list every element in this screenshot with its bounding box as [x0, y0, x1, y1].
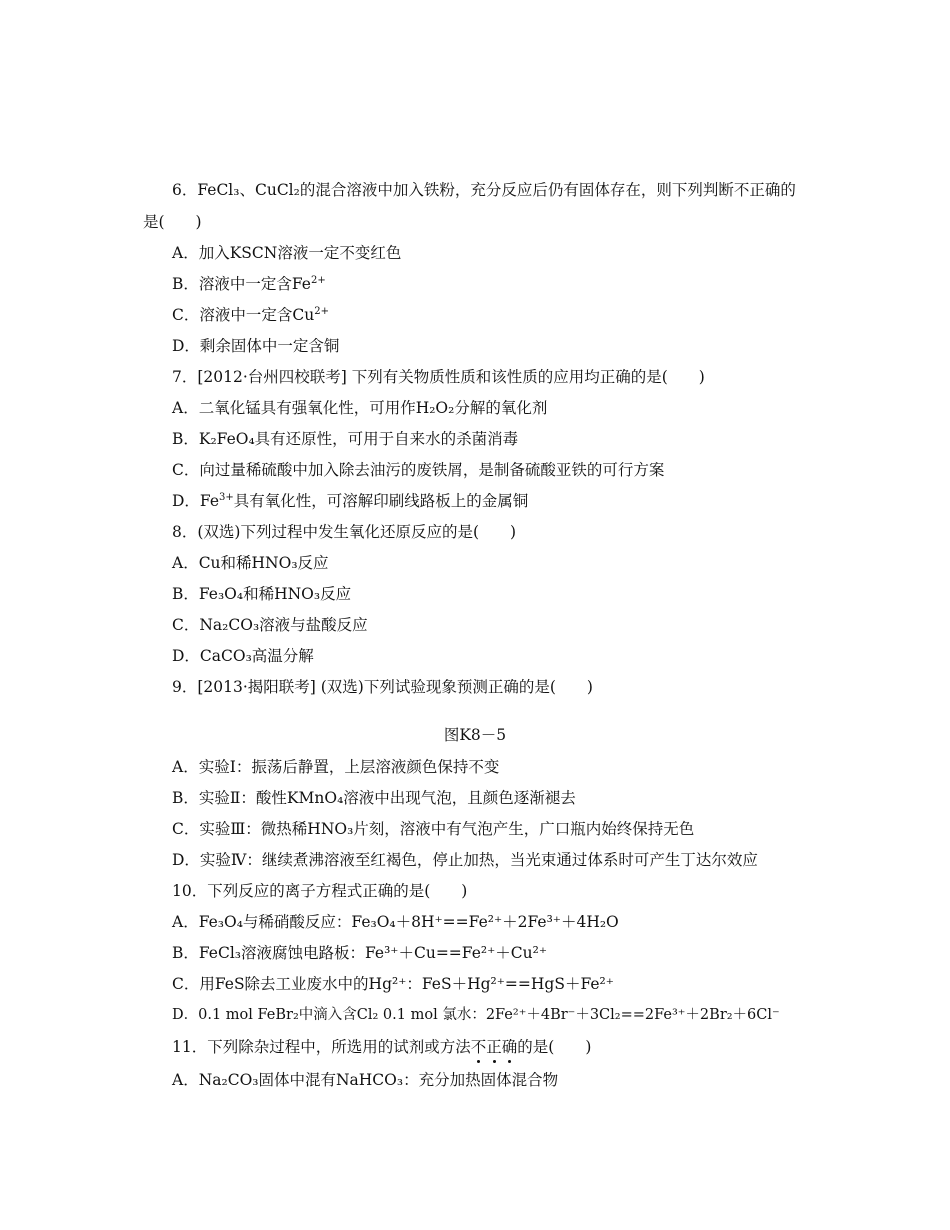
q9-option-c: C．实验Ⅲ：微热稀HNO₃片刻，溶液中有气泡产生，广口瓶内始终保持无色 [172, 820, 695, 838]
q6-option-c-text: C．溶液中一定含Cu [172, 306, 315, 324]
q6-option-d: D．剩余固体中一定含铜 [172, 337, 340, 355]
q10-stem: 10．下列反应的离子方程式正确的是( ) [172, 882, 468, 900]
q10-option-d: D．0.1 mol FeBr₂中滴入含Cl₂ 0.1 mol 氯水：2Fe²⁺＋4Br⁻＋3Cl₂==2Fe³⁺＋2Br₂＋6Cl⁻ [172, 1007, 780, 1023]
q7-option-d-sup: 3+ [219, 492, 234, 503]
q6-stem-line2: 是( ) [143, 213, 202, 231]
q11-stem-emphasis [471, 1038, 518, 1056]
q7-option-d [172, 491, 528, 511]
q8-option-d: D．CaCO₃高温分解 [172, 647, 314, 665]
q8-stem: 8．(双选)下列过程中发生氧化还原反应的是( ) [172, 523, 517, 541]
q7-option-d-post: 具有氧化性，可溶解印刷线路板上的金属铜 [233, 492, 529, 510]
q9-stem: 9．[2013·揭阳联考] (双选)下列试验现象预测正确的是( ) [172, 678, 593, 696]
q11-stem-pre: 11．下列除杂过程中，所选用的试剂或方法 [172, 1038, 471, 1056]
q10-option-c: C．用FeS除去工业废水中的Hg²⁺：FeS＋Hg²⁺==HgS＋Fe²⁺ [172, 975, 614, 993]
q6-option-a: A．加入KSCN溶液一定不变红色 [172, 244, 402, 262]
q11-stem-post: 的是( ) [517, 1038, 592, 1056]
q7-option-a: A．二氧化锰具有强氧化性，可用作H₂O₂分解的氧化剂 [172, 399, 548, 417]
q6-stem-line1: 6．FeCl₃、CuCl₂的混合溶液中加入铁粉，充分反应后仍有固体存在，则下列判断不正确的 [172, 181, 796, 199]
q7-option-d-pre: D．Fe [172, 492, 220, 510]
q9-option-a: A．实验Ⅰ：振荡后静置，上层溶液颜色保持不变 [172, 758, 500, 776]
q9-figure-caption: 图K8－5 [443, 726, 507, 744]
q6-option-b [172, 274, 326, 294]
q11-emph-char: 确 [501, 1038, 518, 1056]
q11-stem [172, 1037, 591, 1057]
q11-emph-char: 不 [470, 1038, 487, 1056]
q7-option-c: C．向过量稀硫酸中加入除去油污的废铁屑，是制备硫酸亚铁的可行方案 [172, 461, 665, 479]
q10-option-b: B．FeCl₃溶液腐蚀电路板：Fe³⁺＋Cu==Fe²⁺＋Cu²⁺ [172, 944, 548, 962]
q7-stem: 7．[2012·台州四校联考] 下列有关物质性质和该性质的应用均正确的是( ) [172, 368, 705, 386]
q7-option-b: B．K₂FeO₄具有还原性，可用于自来水的杀菌消毒 [172, 430, 519, 448]
q8-option-a: A．Cu和稀HNO₃反应 [172, 554, 329, 572]
q11-option-a: A．Na₂CO₃固体中混有NaHCO₃：充分加热固体混合物 [172, 1071, 559, 1089]
q6-option-b-text: B．溶液中一定含Fe [172, 275, 311, 293]
q8-option-c: C．Na₂CO₃溶液与盐酸反应 [172, 616, 368, 634]
q6-option-c [172, 305, 329, 325]
q11-emph-char: 正 [486, 1038, 502, 1056]
q9-option-b: B．实验Ⅱ：酸性KMnO₄溶液中出现气泡，且颜色逐渐褪去 [172, 789, 576, 807]
q10-option-a: A．Fe₃O₄与稀硝酸反应：Fe₃O₄＋8H⁺==Fe²⁺＋2Fe³⁺＋4H₂O [172, 913, 619, 931]
q9-option-d: D．实验Ⅳ：继续煮沸溶液至红褐色，停止加热，当光束通过体系时可产生丁达尔效应 [172, 851, 758, 869]
q6-option-b-sup: 2+ [310, 275, 326, 286]
q6-option-c-sup: 2+ [314, 306, 329, 317]
q8-option-b: B．Fe₃O₄和稀HNO₃反应 [172, 585, 352, 603]
